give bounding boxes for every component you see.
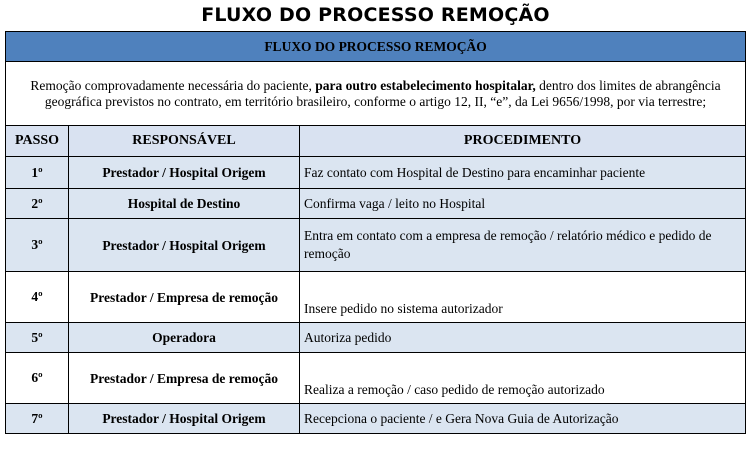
step-number: 4º xyxy=(6,272,69,323)
column-header-passo: PASSO xyxy=(6,126,69,157)
step-responsible: Prestador / Empresa de remoção xyxy=(69,272,300,323)
step-procedure: Entra em contato com a empresa de remoção / relatório médico e pedido de remoção xyxy=(300,219,746,272)
step-procedure: Autoriza pedido xyxy=(300,323,746,353)
intro-text xyxy=(6,62,746,126)
step-procedure: Realiza a remoção / caso pedido de remoção autorizado xyxy=(300,353,746,404)
column-header-row xyxy=(6,126,746,157)
step-number: 5º xyxy=(6,323,69,353)
process-flow-table xyxy=(5,31,746,434)
step-procedure: Confirma vaga / leito no Hospital xyxy=(300,189,746,219)
intro-part-1: Remoção comprovadamente necessária do paciente, xyxy=(30,77,316,93)
step-responsible: Prestador / Empresa de remoção xyxy=(69,353,300,404)
column-header-responsavel: RESPONSÁVEL xyxy=(69,126,300,157)
table-row xyxy=(6,157,746,189)
step-responsible: Hospital de Destino xyxy=(69,189,300,219)
table-row xyxy=(6,189,746,219)
table-row xyxy=(6,272,746,323)
step-number: 1º xyxy=(6,157,69,189)
page-title: FLUXO DO PROCESSO REMOÇÃO xyxy=(201,4,550,26)
intro-bold: para outro estabelecimento hospitalar, xyxy=(315,77,536,93)
step-number: 7º xyxy=(6,404,69,434)
step-responsible: Prestador / Hospital Origem xyxy=(69,404,300,434)
column-header-procedimento: PROCEDIMENTO xyxy=(300,126,746,157)
table-header: FLUXO DO PROCESSO REMOÇÃO xyxy=(6,32,746,62)
step-procedure: Insere pedido no sistema autorizador xyxy=(300,272,746,323)
step-number: 6º xyxy=(6,353,69,404)
table-row xyxy=(6,323,746,353)
step-responsible: Prestador / Hospital Origem xyxy=(69,219,300,272)
step-number: 3º xyxy=(6,219,69,272)
step-procedure: Faz contato com Hospital de Destino para encaminhar paciente xyxy=(300,157,746,189)
step-responsible: Operadora xyxy=(69,323,300,353)
intro-row xyxy=(6,62,746,126)
step-responsible: Prestador / Hospital Origem xyxy=(69,157,300,189)
table-header-row xyxy=(6,32,746,62)
table-row xyxy=(6,404,746,434)
step-procedure: Recepciona o paciente / e Gera Nova Guia de Autorização xyxy=(300,404,746,434)
step-number: 2º xyxy=(6,189,69,219)
intro-part-2: dentro dos limites de abrangência geográfica previstos no contrato, em território brasileiro, conforme o artigo 12, II, “e”, da Lei 9656/1998, por via terrestre; xyxy=(44,77,721,109)
table-row xyxy=(6,353,746,404)
table-row xyxy=(6,219,746,272)
